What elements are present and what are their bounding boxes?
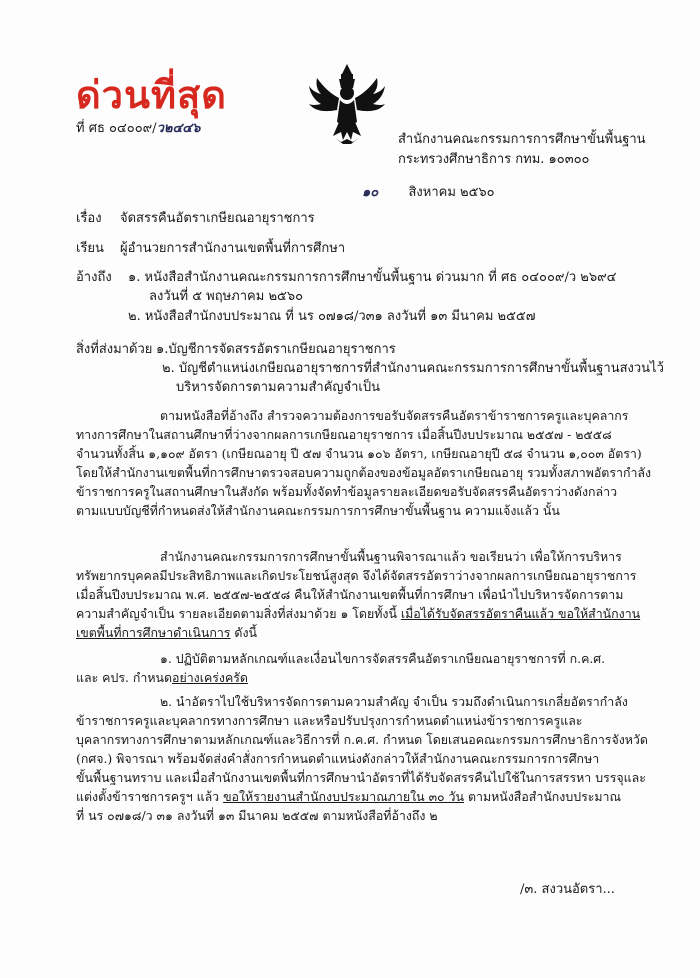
date-month-year: สิงหาคม ๒๕๖๐: [408, 185, 495, 200]
letter-number-prefix: ที่ ศธ ๐๔๐๐๙/: [76, 121, 157, 136]
item1-line: ๑. ปฏิบัติตามหลักเกณฑ์และเงื่อนไขการจัดสรรคืนอัตราเกษียณอายุราชการที่ ก.ค.ศ.: [160, 651, 606, 666]
sender-office: สำนักงานคณะกรรมการการศึกษาขั้นพื้นฐาน: [398, 132, 646, 147]
para1-line: ข้าราชการครูในสถานศึกษาในสังกัด พร้อมทั้งจัดทำข้อมูลรายละเอียดขอรับจัดสรรคืนอัตราว่างดังกล่าว: [76, 484, 618, 499]
subject-label: เรื่อง: [76, 211, 102, 226]
item1-line: [76, 669, 248, 686]
enclosures-label: สิ่งที่ส่งมาด้วย: [76, 342, 153, 357]
para2-line4-text: ความสำคัญจำเป็น รายละเอียดตามสิ่งที่ส่งมาด้วย ๑ โดยทั้งนี้: [76, 606, 401, 621]
item1-emphasis: อย่างเคร่งครัด: [172, 670, 248, 685]
para2-line: [76, 605, 640, 622]
garuda-emblem-icon: [305, 62, 389, 146]
item2-line: บุคลากรทางการศึกษาตามหลักเกณฑ์และวิธีการที่ ก.ค.ศ. กำหนด โดยเสนอคณะกรรมการศึกษาธิการจังหวัด: [76, 732, 648, 747]
enclosure-item-2: ๒. บัญชีตำแหน่งเกษียณอายุราชการที่สำนักงานคณะกรรมการการศึกษาขั้นพื้นฐานสงวนไว้: [162, 361, 664, 376]
date-day: ๑๐: [362, 185, 379, 200]
para2-line: [76, 624, 257, 641]
item2-line: [76, 788, 621, 805]
item2-line: ที่ นร ๐๗๑๘/ว ๓๑ ลงวันที่ ๑๓ มีนาคม ๒๕๕๗ ตามหนังสือที่อ้างถึง ๒: [76, 808, 438, 823]
item2-line: ขั้นพื้นฐานทราบ และเมื่อสำนักงานเขตพื้นที่การศึกษานำอัตราที่ได้รับจัดสรรคืนไปใช้ในการสรรหา บรรจุและ: [76, 770, 646, 785]
para2-emphasis: เขตพื้นที่การศึกษาดำเนินการ: [76, 625, 231, 640]
date-line: [362, 181, 495, 202]
letter-number: [76, 117, 200, 138]
para2-line: ทรัพยากรบุคคลมีประสิทธิภาพและเกิดประโยชน์สูงสุด จึงได้จัดสรรอัตราว่างจากผลการเกษียณอายุราชการ: [76, 568, 637, 583]
subject-text: จัดสรรคืนอัตราเกษียณอายุราชการ: [120, 211, 315, 226]
refs-label: อ้างถึง: [76, 270, 112, 285]
para2-line: เมื่อสิ้นปีงบประมาณ พ.ศ. ๒๕๕๗-๒๕๕๘ คืนให้สำนักงานเขตพื้นที่การศึกษา เพื่อนำไปบริหารจัดการตาม: [76, 587, 624, 602]
para1-line: ตามแบบบัญชีที่กำหนดส่งให้สำนักงานคณะกรรมการการศึกษาขั้นพื้นฐาน ความแจ้งแล้ว นั้น: [76, 503, 560, 518]
para1-line: จำนวนทั้งสิ้น ๑,๑๐๙ อัตรา (เกษียณอายุ ปี ๕๗ จำนวน ๑๐๖ อัตรา, เกษียณอายุปี ๕๘ จำนวน ๑,๐๐๓ อัตรา): [76, 446, 642, 461]
item2-line: (กศจ.) พิจารณา พร้อมจัดส่งคำสั่งการกำหนดตำแหน่งดังกล่าวให้สำนักงานคณะกรรมการการศึกษา: [76, 751, 600, 766]
item2-line6-text: แต่งตั้งข้าราชการครูฯ แล้ว: [76, 789, 224, 804]
item2-emphasis: ขอให้รายงานสำนักงบประมาณภายใน ๓๐ วัน: [223, 789, 464, 804]
letter-number-handwritten: ว๒๔๔๖: [156, 121, 201, 136]
para2-emphasis: เมื่อได้รับจัดสรรอัตราคืนแล้ว ขอให้สำนักงาน: [400, 606, 641, 621]
ref-line: ๑. หนังสือสำนักงานคณะกรรมการการศึกษาขั้นพื้นฐาน ด่วนมาก ที่ ศธ ๐๔๐๐๙/ว ๒๖๙๔: [128, 270, 617, 285]
para2-line: สำนักงานคณะกรรมการการศึกษาขั้นพื้นฐานพิจารณาแล้ว ขอเรียนว่า เพื่อให้การบริหาร: [160, 549, 622, 564]
para1-line: ตามหนังสือที่อ้างถึง สำรวจความต้องการขอรับจัดสรรคืนอัตราข้าราชการครูและบุคลากร: [160, 408, 629, 423]
item1-line2-text: และ คปร. กำหนด: [76, 670, 173, 685]
item2-line6-tail: ตามหนังสือสำนักงบประมาณ: [464, 789, 622, 804]
salutation-text: ผู้อำนวยการสำนักงานเขตพื้นที่การศึกษา: [120, 241, 346, 256]
urgency-stamp: ด่วนที่สุด: [76, 73, 227, 117]
item2-line: ๒. นำอัตราไปใช้บริหารจัดการตามความสำคัญ จำเป็น รวมถึงดำเนินการเกลี่ยอัตรากำลัง: [160, 694, 628, 709]
sender-ministry: กระทรวงศึกษาธิการ กทม. ๑๐๓๐๐: [398, 152, 590, 167]
item2-line: ข้าราชการครูและบุคลากรทางการศึกษา และหรือปรับปรุงการกำหนดตำแหน่งข้าราชการครูและ: [76, 713, 583, 728]
salutation-label: เรียน: [76, 241, 104, 256]
para1-line: โดยให้สำนักงานเขตพื้นที่การศึกษาตรวจสอบความถูกต้องของข้อมูลอัตราเกษียณอายุ รวมทั้งสภาพอัตรากำลัง: [76, 465, 652, 480]
para2-line5-tail: ดังนี้: [230, 625, 257, 640]
ref-line: ลงวันที่ ๕ พฤษภาคม ๒๕๖๐: [149, 289, 304, 304]
ref-line: ๒. หนังสือสำนักงบประมาณ ที่ นร ๐๗๑๘/ว๓๑ ลงวันที่ ๑๓ มีนาคม ๒๕๕๗: [128, 309, 536, 324]
para1-line: ทางการศึกษาในสถานศึกษาที่ว่างจากผลการเกษียณอายุราชการ เมื่อสิ้นปีงบประมาณ ๒๕๕๗ - ๒๕๕๘: [76, 427, 612, 442]
enclosure-item-1: ๑.บัญชีการจัดสรรอัตราเกษียณอายุราชการ: [156, 342, 396, 357]
enclosure-item-2-cont: บริหารจัดการตามความสำคัญจำเป็น: [176, 380, 380, 395]
continuation-marker: /๓. สงวนอัตรา...: [520, 882, 615, 897]
